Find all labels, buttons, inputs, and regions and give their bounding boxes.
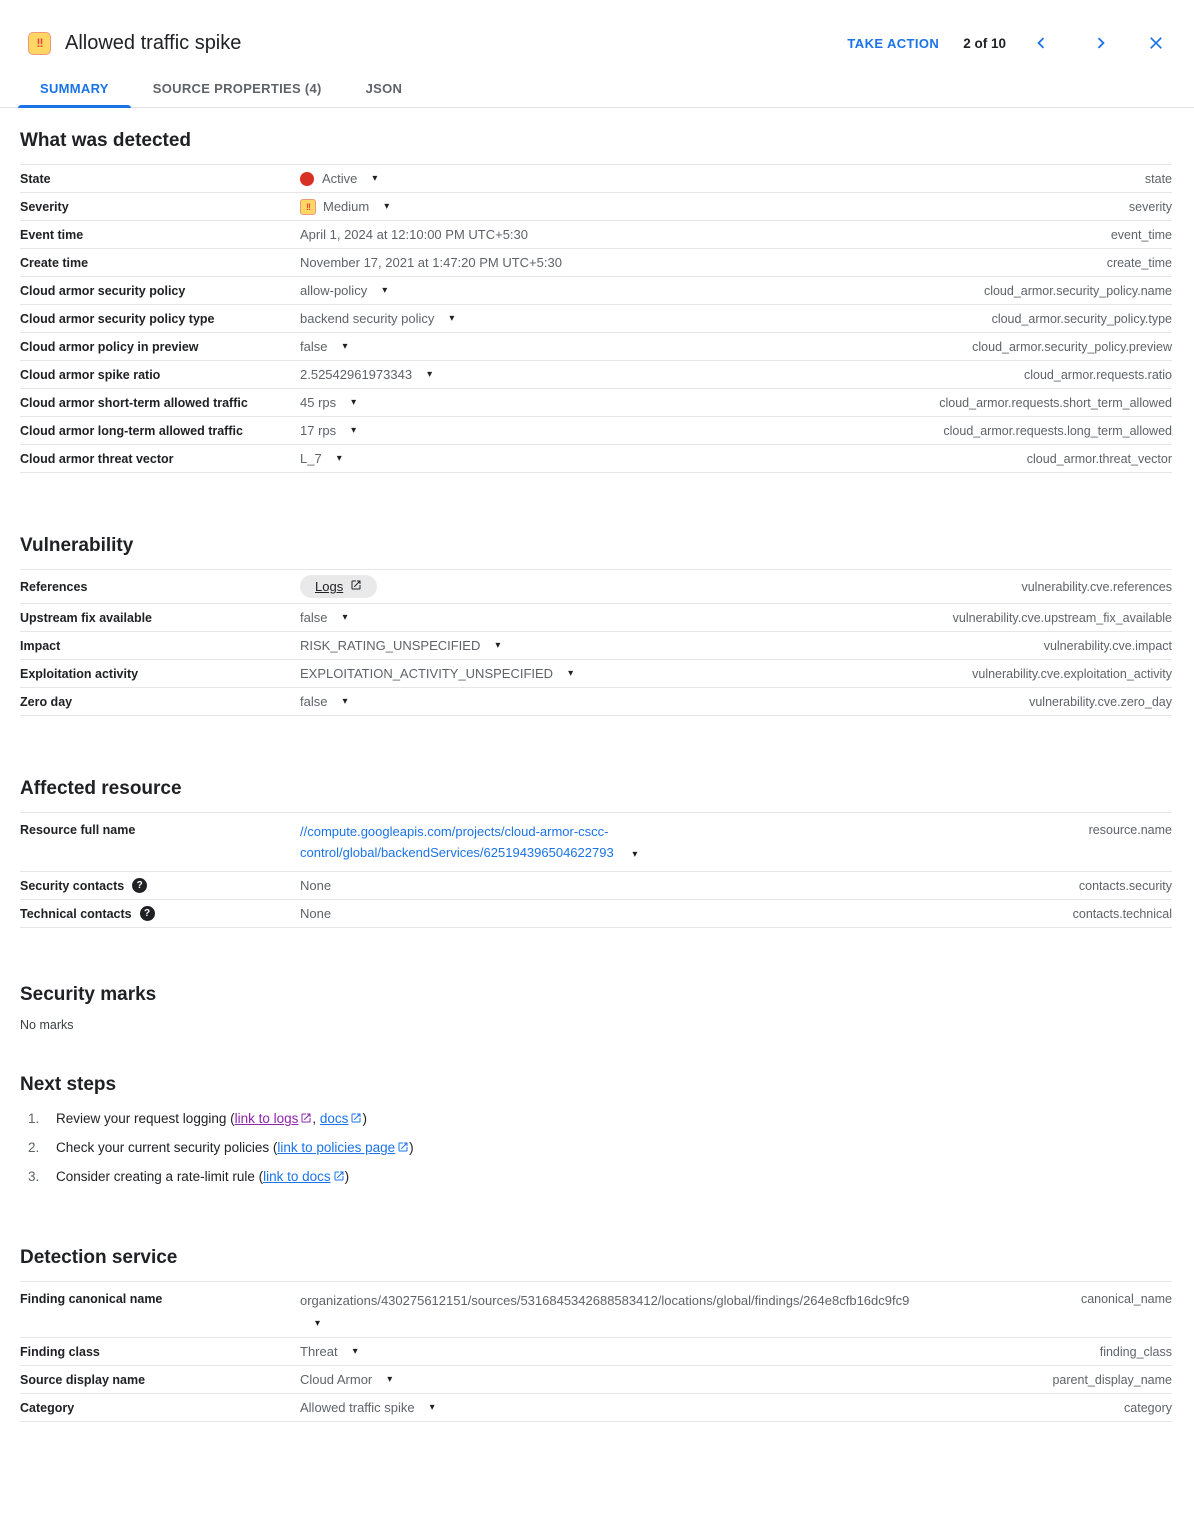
value-text: Medium: [323, 199, 370, 214]
field-path: create_time: [1106, 255, 1172, 270]
resource-link[interactable]: //compute.googleapis.com/projects/cloud-armor-cscc-: [300, 824, 609, 839]
row-severity: [20, 193, 1172, 221]
step-text: Check your current security policies (: [56, 1140, 278, 1155]
row-zero-day: [20, 688, 1172, 716]
field-path: severity: [1128, 199, 1172, 214]
field-label: Resource full name: [20, 823, 136, 837]
row-short-term-allowed: [20, 389, 1172, 417]
field-value: [300, 171, 1133, 186]
field-label: Cloud armor long-term allowed traffic: [20, 423, 243, 438]
link-to-logs[interactable]: link to logs: [234, 1111, 299, 1126]
header-actions: [837, 26, 1172, 60]
step-number: 2.: [28, 1140, 40, 1155]
value-text: Active: [322, 171, 358, 186]
step-text: Consider creating a rate-limit rule (: [56, 1169, 264, 1184]
open-in-new-icon: [397, 1140, 409, 1158]
active-state-dot-icon: [300, 172, 314, 186]
detected-table: [20, 164, 1172, 473]
row-resource-full-name: [20, 813, 1172, 872]
row-upstream-fix: [20, 604, 1172, 632]
field-path: finding_class: [1099, 1344, 1172, 1359]
value-text: 45 rps: [300, 395, 337, 410]
row-threat-vector: [20, 445, 1172, 473]
field-value: [300, 339, 960, 354]
row-policy-preview: [20, 333, 1172, 361]
value-text: Allowed traffic spike: [300, 1400, 415, 1415]
field-value: [300, 227, 1099, 242]
previous-finding-button[interactable]: [1024, 26, 1058, 60]
field-label: Cloud armor security policy type: [20, 311, 215, 326]
field-path: state: [1144, 171, 1172, 186]
field-label: Source display name: [20, 1372, 146, 1387]
field-path: cloud_armor.security_policy.preview: [972, 339, 1172, 354]
field-label: State: [20, 171, 51, 186]
open-in-new-icon: [333, 1169, 345, 1187]
chevron-down-icon[interactable]: ▾: [372, 172, 378, 184]
value-text: Cloud Armor: [300, 1372, 373, 1387]
field-path: vulnerability.cve.exploitation_activity: [972, 666, 1172, 681]
chevron-down-icon[interactable]: ▾: [342, 695, 348, 707]
next-finding-button[interactable]: [1084, 26, 1118, 60]
open-in-new-icon: [350, 579, 362, 594]
chevron-down-icon[interactable]: ▾: [315, 1318, 321, 1329]
value-text: 17 rps: [300, 423, 337, 438]
tab-summary[interactable]: SUMMARY: [18, 71, 131, 107]
row-create-time: [20, 249, 1172, 277]
field-label: Finding canonical name: [20, 1292, 163, 1306]
resource-link[interactable]: control/global/backendServices/625194396504622793: [300, 845, 614, 860]
section-title-next-steps: Next steps: [20, 1074, 117, 1095]
chevron-down-icon[interactable]: ▾: [351, 396, 357, 408]
step-text: Review your request logging (: [56, 1111, 235, 1126]
field-path: contacts.technical: [1072, 906, 1172, 921]
tab-source-properties[interactable]: SOURCE PROPERTIES (4): [131, 71, 344, 107]
field-value: [300, 906, 1061, 921]
chevron-down-icon[interactable]: ▾: [382, 284, 388, 296]
field-label: Cloud armor spike ratio: [20, 367, 161, 382]
field-label: Create time: [20, 255, 89, 270]
row-references: [20, 570, 1172, 604]
step-number: 1.: [28, 1111, 40, 1126]
chevron-down-icon[interactable]: ▾: [632, 849, 638, 860]
field-path: vulnerability.cve.zero_day: [1029, 694, 1172, 709]
field-label: Category: [20, 1400, 75, 1415]
list-item: [20, 1168, 1172, 1187]
field-path: vulnerability.cve.upstream_fix_available: [952, 610, 1172, 625]
list-item: [20, 1139, 1172, 1158]
field-path: cloud_armor.threat_vector: [1026, 451, 1172, 466]
pagination-counter: 2 of 10: [963, 35, 1006, 51]
field-label: Cloud armor short-term allowed traffic: [20, 395, 248, 410]
close-icon: [1146, 33, 1166, 53]
close-panel-button[interactable]: [1140, 27, 1172, 59]
value-text: April 1, 2024 at 12:10:00 PM UTC+5:30: [300, 227, 528, 242]
field-path: contacts.security: [1078, 878, 1172, 893]
row-spike-ratio: [20, 361, 1172, 389]
value-text: RISK_RATING_UNSPECIFIED: [300, 638, 481, 653]
field-value: [300, 1400, 1112, 1415]
row-exploitation-activity: [20, 660, 1172, 688]
label-text: Security contacts: [20, 878, 125, 893]
chevron-down-icon[interactable]: ▾: [449, 312, 455, 324]
vulnerability-table: [20, 569, 1172, 716]
field-label: Exploitation activity: [20, 666, 139, 681]
row-event-time: [20, 221, 1172, 249]
next-steps-list: [20, 1110, 1172, 1187]
field-path: cloud_armor.security_policy.type: [991, 311, 1172, 326]
field-path: event_time: [1110, 227, 1172, 242]
row-finding-canonical-name: [20, 1282, 1172, 1338]
chip-label: Logs: [315, 579, 344, 594]
link-to-policies-page[interactable]: link to policies page: [277, 1140, 396, 1155]
row-security-policy-type: [20, 305, 1172, 333]
link-to-docs[interactable]: docs: [319, 1111, 349, 1126]
value-text: L_7: [300, 451, 322, 466]
section-title-detection-service: Detection service: [20, 1247, 178, 1268]
value-text: allow-policy: [300, 283, 368, 298]
field-value: [300, 1290, 1069, 1329]
take-action-button[interactable]: TAKE ACTION: [837, 28, 949, 59]
row-technical-contacts: [20, 900, 1172, 928]
section-title-affected-resource: Affected resource: [20, 778, 182, 799]
row-long-term-allowed: [20, 417, 1172, 445]
field-path: cloud_armor.requests.ratio: [1024, 367, 1172, 382]
value-text: organizations/430275612151/sources/5316845342688583412/locations/global/findings/264e8cfb16dc9fc9: [300, 1293, 910, 1308]
page-title: Allowed traffic spike: [65, 31, 242, 54]
chevron-down-icon[interactable]: ▾: [495, 639, 501, 651]
chevron-down-icon[interactable]: ▾: [429, 1401, 435, 1413]
chevron-left-icon: [1030, 32, 1052, 54]
field-value: [300, 367, 1012, 382]
value-text: backend security policy: [300, 311, 435, 326]
field-value: [300, 821, 1077, 863]
chevron-down-icon[interactable]: ▾: [342, 611, 348, 623]
field-path: cloud_armor.security_policy.name: [983, 283, 1172, 298]
value-text: false: [300, 694, 328, 709]
field-value: [300, 610, 941, 625]
section-title-vulnerability: Vulnerability: [20, 535, 134, 556]
link-to-docs[interactable]: link to docs: [263, 1169, 331, 1184]
field-path: vulnerability.cve.impact: [1043, 638, 1172, 653]
field-path: resource.name: [1088, 823, 1172, 837]
field-label: References: [20, 579, 88, 594]
severity-medium-icon: !!: [300, 199, 316, 215]
field-value: [300, 255, 1095, 270]
step-text: ): [344, 1169, 350, 1184]
field-value: [300, 666, 960, 681]
field-value: [300, 638, 1032, 653]
severity-medium-icon: !!: [28, 32, 51, 55]
field-value: [300, 878, 1067, 893]
field-label: [20, 906, 300, 921]
step-text: ): [409, 1140, 414, 1155]
no-marks-text: No marks: [20, 1018, 74, 1032]
field-value: [300, 395, 927, 410]
field-label: Impact: [20, 638, 61, 653]
field-value: [300, 311, 980, 326]
row-security-contacts: [20, 872, 1172, 900]
chevron-right-icon: [1090, 32, 1112, 54]
section-title-security-marks: Security marks: [20, 984, 157, 1005]
row-category: [20, 1394, 1172, 1422]
field-value: [300, 283, 972, 298]
field-path: category: [1124, 1400, 1172, 1415]
step-text: ,: [312, 1111, 320, 1126]
value-text: false: [300, 610, 328, 625]
field-value: [300, 1344, 1088, 1359]
field-value: [300, 423, 931, 438]
field-label: Cloud armor threat vector: [20, 451, 174, 466]
value-text: November 17, 2021 at 1:47:20 PM UTC+5:30: [300, 255, 562, 270]
chevron-down-icon[interactable]: ▾: [336, 452, 342, 464]
field-path: cloud_armor.requests.long_term_allowed: [943, 423, 1172, 438]
field-label: Zero day: [20, 694, 73, 709]
section-title-what-was-detected: What was detected: [20, 130, 192, 151]
value-text: 2.52542961973343: [300, 367, 413, 382]
affected-resource-table: [20, 812, 1172, 928]
value-text: None: [300, 906, 332, 921]
field-path: canonical_name: [1080, 1292, 1172, 1306]
chevron-down-icon[interactable]: ▾: [352, 1345, 358, 1357]
chevron-down-icon[interactable]: ▾: [568, 667, 574, 679]
panel-header: [0, 0, 1194, 60]
chevron-down-icon[interactable]: ▾: [427, 368, 433, 380]
field-path: parent_display_name: [1052, 1372, 1172, 1387]
field-label: [20, 878, 300, 893]
chevron-down-icon[interactable]: ▾: [384, 200, 390, 212]
chevron-down-icon[interactable]: ▾: [351, 424, 357, 436]
field-label: Finding class: [20, 1344, 100, 1359]
open-in-new-icon: [350, 1111, 362, 1129]
field-value: [300, 1372, 1040, 1387]
field-value: [300, 694, 1017, 709]
logs-link-chip[interactable]: [300, 575, 377, 598]
row-impact: [20, 632, 1172, 660]
value-text: EXPLOITATION_ACTIVITY_UNSPECIFIED: [300, 666, 554, 681]
value-text: Threat: [300, 1344, 338, 1359]
row-finding-class: [20, 1338, 1172, 1366]
field-value: [300, 451, 1015, 466]
field-path: cloud_armor.requests.short_term_allowed: [939, 395, 1172, 410]
row-security-policy: [20, 277, 1172, 305]
help-icon[interactable]: ?: [140, 906, 155, 921]
value-text: false: [300, 339, 328, 354]
detection-service-table: [20, 1281, 1172, 1422]
tab-bar: [0, 60, 1194, 108]
field-label: Severity: [20, 199, 69, 214]
tab-json[interactable]: JSON: [344, 71, 425, 107]
row-state: [20, 165, 1172, 193]
chevron-down-icon[interactable]: ▾: [342, 340, 348, 352]
row-source-display-name: [20, 1366, 1172, 1394]
open-in-new-icon: [300, 1111, 312, 1129]
field-label: Event time: [20, 227, 84, 242]
list-item: [20, 1110, 1172, 1129]
field-value: [300, 199, 1117, 215]
field-path: vulnerability.cve.references: [1021, 579, 1172, 594]
chevron-down-icon[interactable]: ▾: [387, 1373, 393, 1385]
label-text: Technical contacts: [20, 906, 132, 921]
field-label: Cloud armor security policy: [20, 283, 186, 298]
value-text: None: [300, 878, 332, 893]
field-value: [300, 575, 1009, 598]
field-label: Upstream fix available: [20, 610, 153, 625]
field-label: Cloud armor policy in preview: [20, 339, 199, 354]
step-number: 3.: [28, 1169, 40, 1184]
help-icon[interactable]: ?: [132, 878, 147, 893]
step-text: ): [362, 1111, 367, 1126]
